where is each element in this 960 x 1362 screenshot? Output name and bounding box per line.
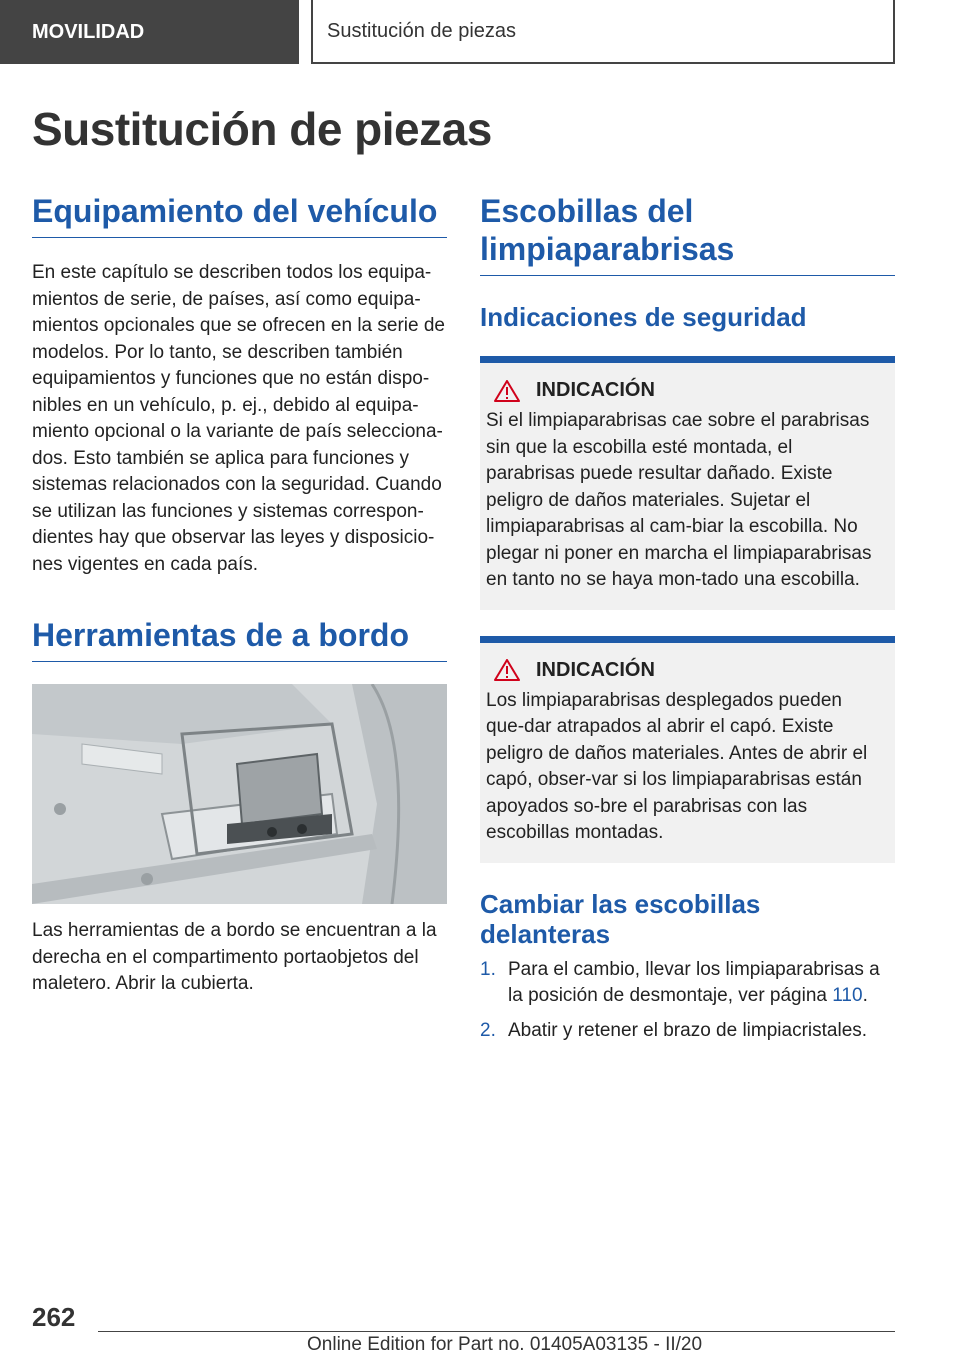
warning-icon: [494, 659, 520, 681]
notice-text: Si el limpiaparabrisas cae sobre el parabrisas sin que la escobilla esté montada, el parabrisas puede resultar dañado. Existe peligro de daños materiales. Sujetar el limpiaparabrisas al cam-biar la escobilla. No plegar ni poner en marcha el limpiaparabrisas en tanto no se haya mon-tado una escobilla.: [486, 410, 872, 590]
section-label: MOVILIDAD: [32, 20, 145, 43]
chapter-tab: [311, 0, 895, 64]
edition-note: Online Edition for Part no. 01405A03135 - II/20: [307, 1334, 703, 1355]
warning-icon: [494, 380, 520, 402]
trunk-illustration: [32, 684, 447, 904]
step-text: Abatir y retener el brazo de limpiacristales.: [508, 1019, 868, 1041]
vehicle-equipment-text: En este capítulo se describen todos los equipa-mientos de serie, de países, así como equipa-mientos opcionales que se ofrecen en la serie de modelos. Por lo tanto, se describen también equipamientos y funciones que no están dispo-nibles en un vehículo, p. ej., debido al equipa-miento opcional o la variante de país selecciona-dos. Esto también se aplica para funciones y sistemas relacionados con la seguridad. Cuando se utilizan las funciones y sistemas correspon-dientes hay que observar las leyes y disposicio-nes vigentes en cada país.: [32, 262, 445, 575]
trunk-compartment-photo: [32, 684, 447, 904]
notice-box: [480, 636, 895, 863]
notice-header: [486, 379, 885, 402]
list-item: [480, 957, 895, 1010]
notice-title: INDICACIÓN: [536, 658, 655, 681]
notice-box: [480, 356, 895, 610]
vehicle-equipment-heading: Equipamiento del vehículo: [32, 192, 447, 238]
notice-title: INDICACIÓN: [536, 379, 655, 401]
right-column: [480, 192, 895, 1052]
left-column: [32, 192, 447, 998]
step-number: 1.: [480, 958, 496, 980]
wiper-blades-heading: Escobillas del limpiaparabrisas: [480, 192, 895, 276]
notice-text: Los limpiaparabrisas desplegados pueden que-dar atrapados al abrir el capó. Existe peligro de daños materiales. Antes de abrir el capó, obser-var si los limpiaparabrisas están apoyados so-bre el parabrisas con las escobillas montadas.: [486, 689, 868, 843]
page-title: Sustitución de piezas: [32, 103, 492, 155]
step-number: 2.: [480, 1019, 496, 1041]
page-number: 262: [32, 1302, 76, 1332]
section-tab: [0, 0, 299, 64]
page-link[interactable]: 110: [832, 985, 863, 1006]
safety-heading: Indicaciones de seguridad: [480, 302, 807, 332]
tools-heading: Herramientas de a bordo: [32, 616, 447, 662]
notice-header: [486, 659, 885, 682]
tools-text: Las herramientas de a bordo se encuentran a la derecha en el compartimento portaobjetos del maletero. Abrir la cubierta.: [32, 920, 437, 994]
chapter-label: Sustitución de piezas: [327, 19, 517, 42]
step-text: Para el cambio, llevar los limpiaparabrisas a la posición de desmontaje, ver página 110.: [508, 958, 880, 1006]
list-item: [480, 1018, 895, 1045]
change-blades-heading: Cambiar las escobillas delanteras: [480, 888, 761, 949]
footer-divider: [98, 1331, 895, 1332]
steps-list: [480, 957, 895, 1045]
